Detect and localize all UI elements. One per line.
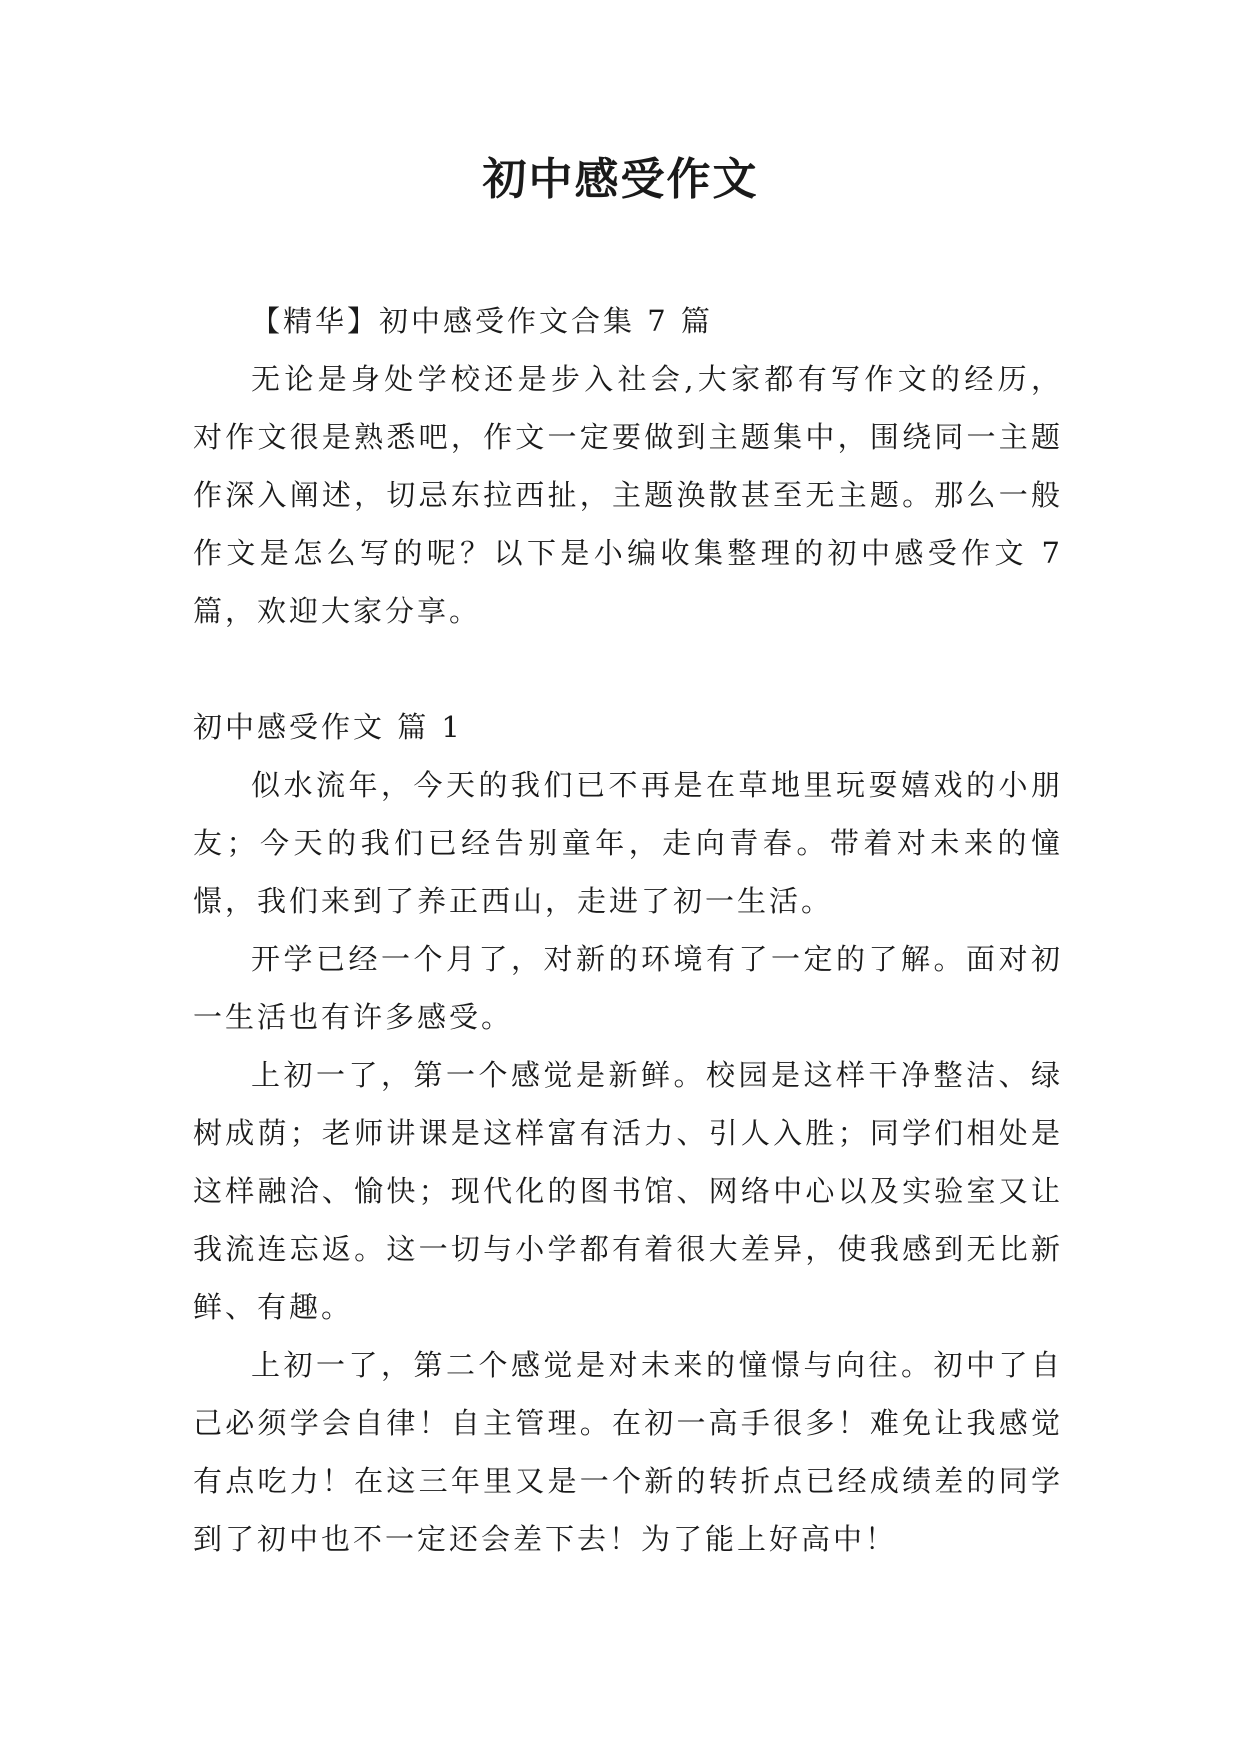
section-spacer — [193, 640, 1063, 698]
body-paragraph: 上初一了，第二个感觉是对未来的憧憬与向往。初中了自己必须学会自律！自主管理。在初一高手很多！难免让我感觉有点吃力！在这三年里又是一个新的转折点已经成绩差的同学到了初中也不一定还会差下去！为了能上好高中！ — [193, 1348, 1063, 1556]
section-heading: 初中感受作文 篇 1 — [193, 710, 463, 744]
intro-paragraph: 无论是身处学校还是步入社会,大家都有写作文的经历，对作文很是熟悉吧，作文一定要做到主题集中，围绕同一主题作深入阐述，切忌东拉西扯，主题涣散甚至无主题。那么一般作文是怎么写的呢？以下是小编收集整理的初中感受作文 7 篇，欢迎大家分享。 — [193, 362, 1063, 628]
lead-line: 【精华】初中感受作文合集 7 篇 — [251, 304, 713, 338]
body-paragraph: 上初一了，第一个感觉是新鲜。校园是这样干净整洁、绿树成荫；老师讲课是这样富有活力、引人入胜；同学们相处是这样融洽、愉快；现代化的图书馆、网络中心以及实验室又让我流连忘返。这一切与小学都有着很大差异，使我感到无比新鲜、有趣。 — [193, 1058, 1063, 1324]
body-paragraph: 似水流年，今天的我们已不再是在草地里玩耍嬉戏的小朋友；今天的我们已经告别童年，走向青春。带着对未来的憧憬，我们来到了养正西山，走进了初一生活。 — [193, 768, 1063, 918]
document-title: 初中感受作文 — [482, 154, 759, 205]
document-body — [193, 292, 1063, 1568]
body-paragraph: 开学已经一个月了，对新的环境有了一定的了解。面对初一生活也有许多感受。 — [193, 942, 1063, 1034]
